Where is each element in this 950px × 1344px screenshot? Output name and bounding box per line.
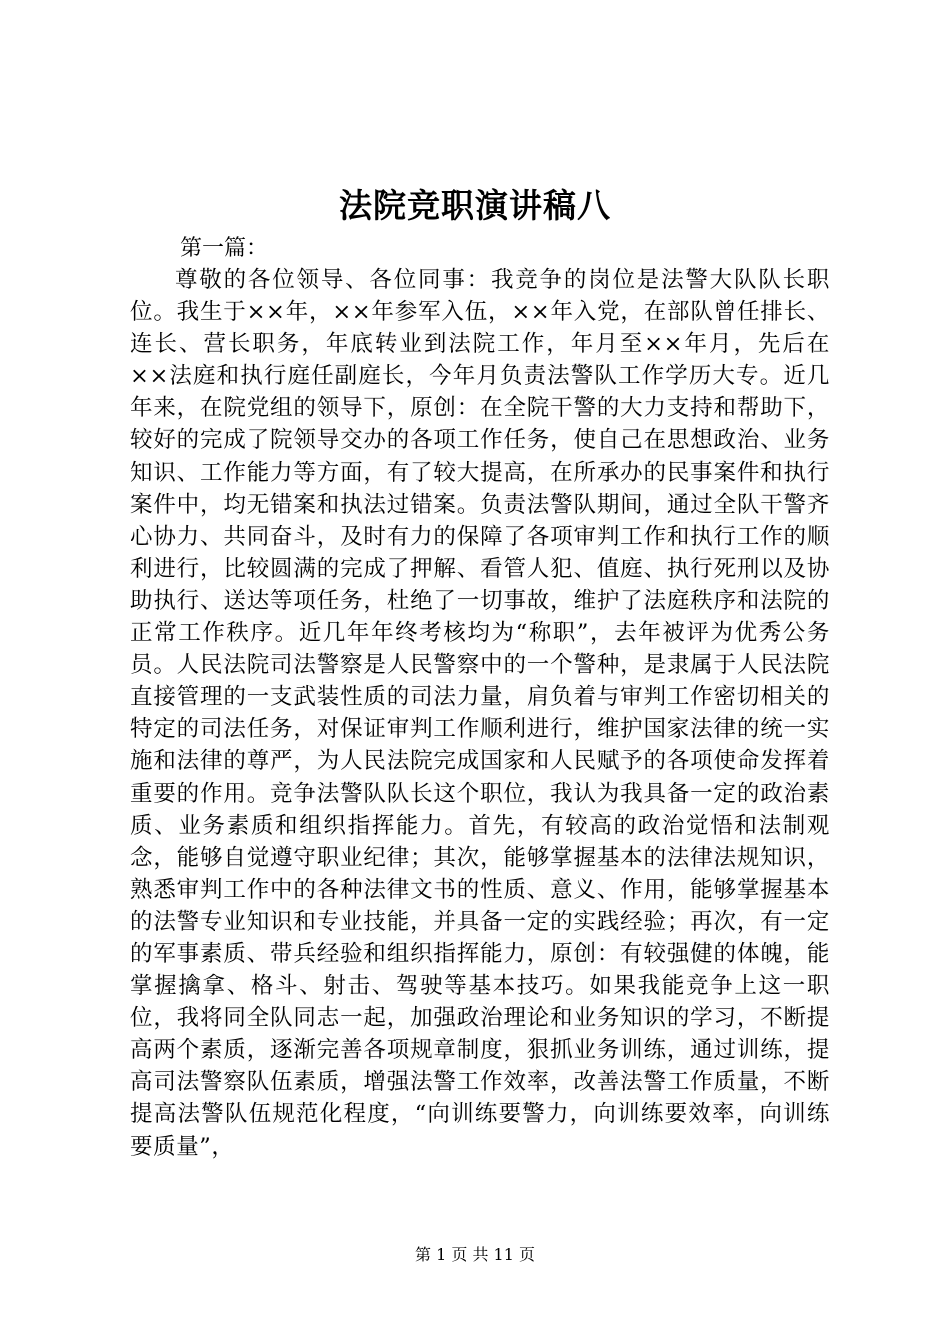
page-footer: 第 1 页 共 11 页	[415, 1245, 535, 1264]
document-title: 法院竞职演讲稿八	[339, 186, 611, 225]
body-paragraph: 尊敬的各位领导、各位同事：我竞争的岗位是法警大队队长职位。我生于××年，××年参军入伍，××年入党，在部队曾任排长、连长、营长职务，年底转业到法院工作，年月至××年月，先后在××法庭和执行庭任副庭长，今年月负责法警队工作学历大专。近几年来，在院党组的领导下，原创：在全院干警的大力支持和帮助下，较好的完成了院领导交办的各项工作任务，使自己在思想政治、业务知识、工作能力等方面，有了较大提高，在所承办的民事案件和执行案件中，均无错案和执法过错案。负责法警队期间，通过全队干警齐心协力、共同奋斗，及时有力的保障了各项审判工作和执行工作的顺利进行，比较圆满的完成了押解、看管人犯、值庭、执行死刑以及协助执行、送达等项任务，杜绝了一切事故，维护了法庭秩序和法院的正常工作秩序。近几年年终考核均为“称职”，去年被评为优秀公务员。人民法院司法警察是人民警察中的一个警种，是隶属于人民法院直接管理的一支武装性质的司法力量，肩负着与审判工作密切相关的特定的司法任务，对保证审判工作顺利进行，维护国家法律的统一实施和法律的尊严，为人民法院完成国家和人民赋予的各项使命发挥着重要的作用。竞争法警队队长这个职位，我认为我具备一定的政治素质、业务素质和组织指挥能力。首先，有较高的政治觉悟和法制观念，能够自觉遵守职业纪律；其次，能够掌握基本的法律法规知识，熟悉审判工作中的各种法律文书的性质、意义、作用，能够掌握基本的法警专业知识和专业技能，并具备一定的实践经验；再次，有一定的军事素质、带兵经验和组织指挥能力，原创：有较强健的体魄，能掌握擒拿、格斗、射击、驾驶等基本技巧。如果我能竞争上这一职位，我将同全队同志一起，加强政治理论和业务知识的学习，不断提高两个素质，逐渐完善各项规章制度，狠抓业务训练，通过训练，提高司法警察队伍素质，增强法警工作效率，改善法警工作质量，不断提高法警队伍规范化程度，“向训练要警力，向训练要效率，向训练要质量”，	[130, 267, 830, 1160]
section-heading: 第一篇：	[180, 236, 269, 261]
